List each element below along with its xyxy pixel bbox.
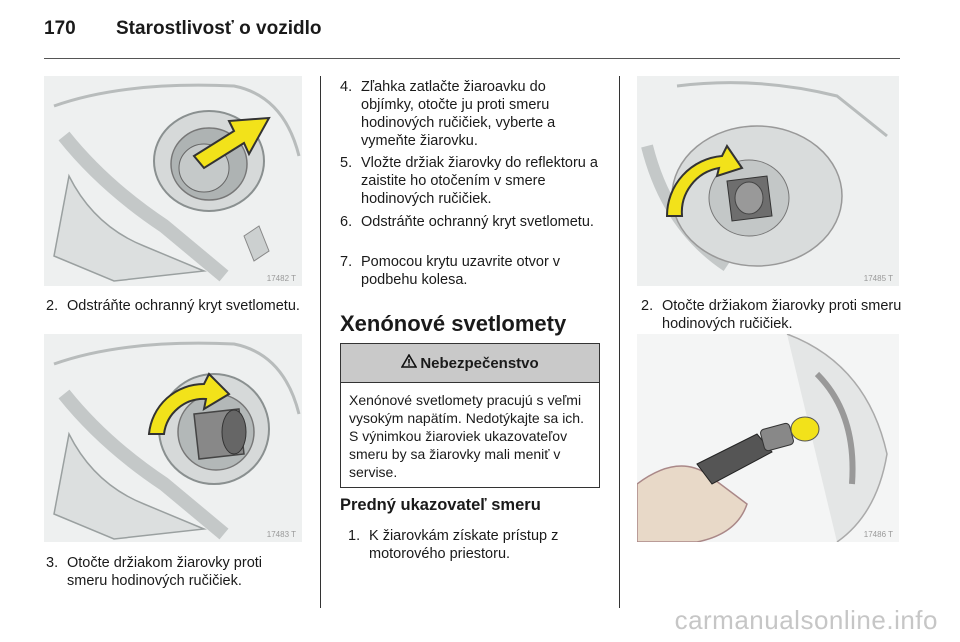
figure-code: 17486 T bbox=[863, 530, 893, 539]
step-number: 5. bbox=[340, 155, 353, 171]
illustration-headlight-cover bbox=[44, 76, 302, 286]
step-item bbox=[340, 154, 602, 208]
figure-indicator-bulb-removal bbox=[637, 334, 899, 542]
page-title: Starostlivosť o vozidlo bbox=[116, 18, 322, 39]
illustration-indicator-holder bbox=[637, 76, 899, 286]
danger-header bbox=[341, 344, 599, 383]
step-item bbox=[641, 297, 903, 333]
column-divider-right bbox=[619, 76, 620, 608]
page-number: 170 bbox=[44, 18, 76, 39]
danger-box bbox=[340, 343, 600, 488]
warning-triangle-icon bbox=[401, 354, 417, 372]
step-number: 6. bbox=[340, 214, 353, 230]
illustration-hand-bulb bbox=[637, 334, 899, 542]
step-item bbox=[340, 253, 602, 289]
step-text: Pomocou krytu uzavrite otvor v podbehu kolesa. bbox=[361, 254, 561, 288]
step-item bbox=[348, 527, 602, 563]
step-number: 7. bbox=[340, 254, 353, 270]
step-text: Otočte držiakom žiarovky proti smeru hodinových ručičiek. bbox=[662, 298, 902, 332]
subsection-title: Predný ukazovateľ smeru bbox=[340, 496, 541, 514]
illustration-bulb-holder bbox=[44, 334, 302, 542]
step-text: Odstráňte ochranný kryt svetlometu. bbox=[361, 214, 594, 230]
figure-headlight-cover-removal bbox=[44, 76, 302, 286]
step-number: 1. bbox=[348, 528, 361, 544]
step-text: Zľahka zatlačte žiaroavku do objímky, otočte ju proti smeru hodinových ručičiek, vyberte a vymeňte žiarovku. bbox=[361, 79, 556, 149]
figure-code: 17482 T bbox=[266, 274, 296, 283]
step-item bbox=[46, 297, 306, 315]
step-text: Vložte držiak žiarovky do reflektoru a zaistite ho otočením v smere hodinových ručičiek. bbox=[361, 155, 598, 207]
figure-code: 17483 T bbox=[266, 530, 296, 539]
step-text: K žiarovkám získate prístup z motorového priestoru. bbox=[369, 528, 559, 562]
column-divider-left bbox=[320, 76, 321, 608]
step-text: Odstráňte ochranný kryt svetlometu. bbox=[67, 298, 300, 314]
step-number: 4. bbox=[340, 79, 353, 95]
figure-bulb-holder-rotation bbox=[44, 334, 302, 542]
danger-text: Xenónové svetlomety pracujú s veľmi vysokým napätím. Nedotýkajte sa ich. S výnimkou žiaroviek ukazovateľov smeru by sa žiarovky mali meniť v servise. bbox=[349, 392, 584, 480]
danger-heading: Nebezpečenstvo bbox=[420, 354, 539, 372]
header-rule bbox=[44, 58, 900, 59]
step-item bbox=[340, 213, 602, 231]
step-number: 2. bbox=[46, 298, 59, 314]
section-title: Xenónové svetlomety bbox=[340, 311, 567, 336]
watermark: carmanualsonline.info bbox=[674, 605, 938, 635]
step-item bbox=[340, 78, 602, 150]
step-number: 3. bbox=[46, 555, 59, 571]
figure-code: 17485 T bbox=[863, 274, 893, 283]
figure-indicator-bulb-holder bbox=[637, 76, 899, 286]
step-number: 2. bbox=[641, 298, 654, 314]
step-text: Otočte držiakom žiarovky proti smeru hodinových ručičiek. bbox=[67, 555, 263, 589]
step-item bbox=[46, 554, 306, 590]
